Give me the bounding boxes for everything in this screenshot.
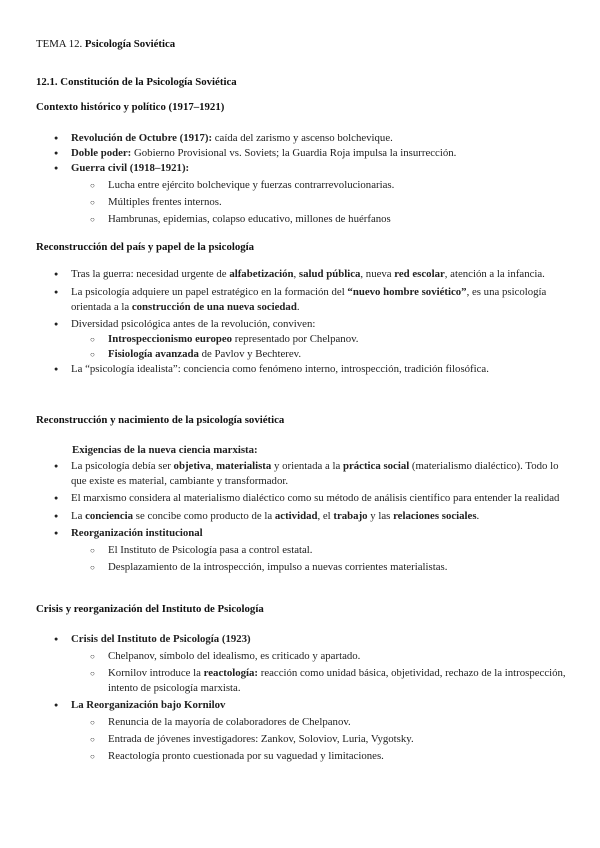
sub-list-item: ○ Múltiples frentes internos.	[36, 195, 566, 210]
topic-header: TEMA 12. Psicología Soviética	[36, 38, 176, 50]
list-item: ● Diversidad psicológica antes de la revolución, conviven:	[36, 317, 566, 332]
section-title-text: 12.1. Constitución de la Psicología Soviética	[36, 76, 237, 88]
s1-list	[36, 131, 566, 227]
list-item: ● El marxismo considera al materialismo dialéctico como su método de análisis científico para entender la realidad	[36, 491, 566, 506]
topic-title: Psicología Soviética	[84, 38, 176, 50]
list-item: ● Crisis del Instituto de Psicología (1923)	[36, 632, 566, 647]
s4-heading: Crisis y reorganización del Instituto de Psicología	[36, 603, 264, 615]
list-item: ● La psicología adquiere un papel estratégico en la formación del “nuevo hombre soviético”, es una psicología orientada a la construcción de una nueva sociedad.	[36, 285, 566, 315]
s3-list	[36, 459, 566, 575]
s3-subheading: Exigencias de la nueva ciencia marxista:	[72, 444, 258, 456]
sub-list-item: ○ Reactología pronto cuestionada por su vaguedad y limitaciones.	[36, 749, 566, 764]
list-item: ● La Reorganización bajo Kornilov	[36, 698, 566, 713]
sub-list-item: ○ Hambrunas, epidemias, colapso educativo, millones de huérfanos	[36, 212, 566, 227]
s2-list	[36, 267, 566, 377]
sub-list-item: ○ Fisiología avanzada de Pavlov y Bechterev.	[36, 347, 566, 362]
sub-list-item: ○ Entrada de jóvenes investigadores: Zankov, Soloviov, Luria, Vygotsky.	[36, 732, 566, 747]
sub-list-item: ○ Desplazamiento de la introspección, impulso a nuevas corrientes materialistas.	[36, 560, 566, 575]
sub-list-item: ○ Lucha entre ejército bolchevique y fuerzas contrarrevolucionarias.	[36, 178, 566, 193]
s1-heading: Contexto histórico y político (1917–1921)	[36, 101, 225, 113]
topic-prefix: TEMA 12	[36, 38, 80, 50]
list-item: ● Revolución de Octubre (1917): caída del zarismo y ascenso bolchevique.	[36, 131, 566, 146]
sub-list-item: ○ Renuncia de la mayoría de colaboradores de Chelpanov.	[36, 715, 566, 730]
sub-list-item: ○ Chelpanov, símbolo del idealismo, es criticado y apartado.	[36, 649, 566, 664]
s2-heading: Reconstrucción del país y papel de la psicología	[36, 241, 255, 253]
list-item: ● Tras la guerra: necesidad urgente de alfabetización, salud pública, nueva red escolar, atención a la infancia.	[36, 267, 566, 282]
list-item: ● Doble poder: Gobierno Provisional vs. Soviets; la Guardia Roja impulsa la insurrección.	[36, 146, 566, 161]
list-item: ● Reorganización institucional	[36, 526, 566, 541]
list-item: ● La psicología debía ser objetiva, materialista y orientada a la práctica social (materialismo dialéctico). Todo lo que existe es material, cambiante y transformador.	[36, 459, 566, 489]
sub-list-item: ○ Kornilov introduce la reactología: reacción como unidad básica, objetividad, rechazo de la introspección, intento de psicología marxista.	[36, 666, 566, 696]
list-item: ● La “psicología idealista”: conciencia como fenómeno interno, introspección, tradición filosófica.	[36, 362, 566, 377]
sub-list-item: ○ El Instituto de Psicología pasa a control estatal.	[36, 543, 566, 558]
sub-list-item: ○ Introspeccionismo europeo representado por Chelpanov.	[36, 332, 566, 347]
list-item: ● Guerra civil (1918–1921):	[36, 161, 566, 176]
list-item: ● La conciencia se concibe como producto de la actividad, el trabajo y las relaciones sociales.	[36, 509, 566, 524]
s3-heading: Reconstrucción y nacimiento de la psicología soviética	[36, 414, 285, 426]
section-title	[36, 75, 237, 90]
s4-list	[36, 632, 566, 764]
